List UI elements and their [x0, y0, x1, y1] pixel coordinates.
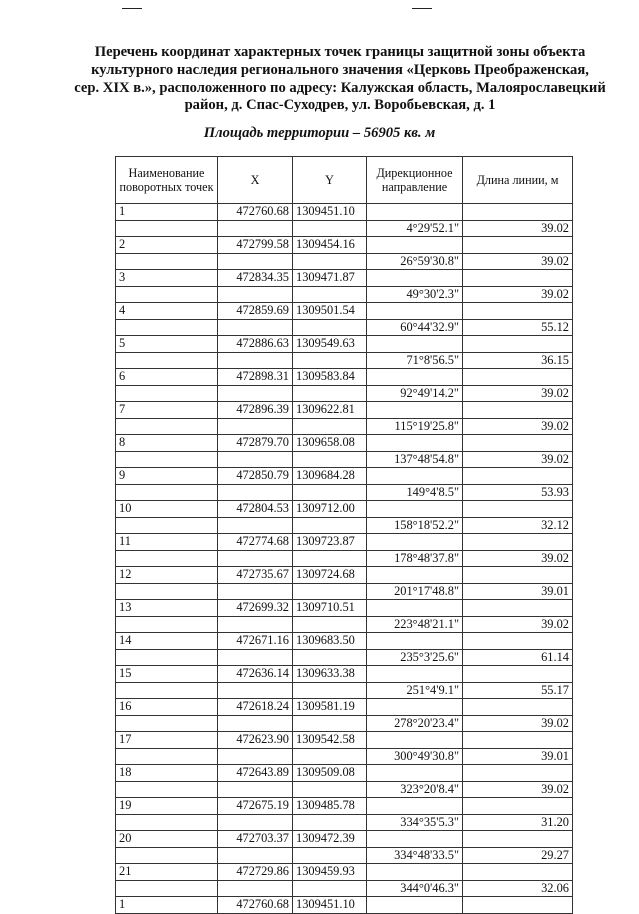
table-row — [116, 649, 573, 666]
table-header-row — [116, 157, 573, 204]
x-coordinate-cell — [218, 649, 293, 666]
y-coordinate-cell: 1309454.16 — [293, 237, 367, 254]
point-number-cell: 20 — [116, 831, 218, 848]
x-coordinate-cell: 472859.69 — [218, 303, 293, 320]
point-number-cell: 21 — [116, 864, 218, 881]
point-number-cell: 14 — [116, 633, 218, 650]
x-coordinate-cell — [218, 451, 293, 468]
direction-cell — [367, 501, 463, 518]
line-length-cell — [463, 237, 573, 254]
line-length-cell — [463, 633, 573, 650]
point-number-cell — [116, 517, 218, 534]
direction-cell — [367, 798, 463, 815]
point-number-cell — [116, 814, 218, 831]
point-number-cell: 5 — [116, 336, 218, 353]
direction-cell — [367, 303, 463, 320]
line-length-cell: 39.02 — [463, 286, 573, 303]
line-length-cell — [463, 765, 573, 782]
header-point-name: Наименование поворотных точек — [116, 157, 218, 204]
x-coordinate-cell — [218, 682, 293, 699]
point-number-cell — [116, 385, 218, 402]
x-coordinate-cell: 472675.19 — [218, 798, 293, 815]
table-row — [116, 748, 573, 765]
y-coordinate-cell: 1309712.00 — [293, 501, 367, 518]
point-number-cell: 2 — [116, 237, 218, 254]
point-number-cell: 17 — [116, 732, 218, 749]
table-row — [116, 369, 573, 386]
point-number-cell: 1 — [116, 204, 218, 221]
point-number-cell — [116, 682, 218, 699]
header-line-length: Длина линии, м — [463, 157, 573, 204]
line-length-cell: 39.02 — [463, 616, 573, 633]
table-row — [116, 765, 573, 782]
line-length-cell — [463, 567, 573, 584]
table-row — [116, 682, 573, 699]
y-coordinate-cell — [293, 880, 367, 897]
point-number-cell: 10 — [116, 501, 218, 518]
table-row — [116, 468, 573, 485]
line-length-cell: 32.12 — [463, 517, 573, 534]
point-number-cell — [116, 649, 218, 666]
table-row — [116, 220, 573, 237]
x-coordinate-cell — [218, 253, 293, 270]
direction-cell — [367, 435, 463, 452]
direction-cell — [367, 732, 463, 749]
x-coordinate-cell — [218, 880, 293, 897]
y-coordinate-cell — [293, 385, 367, 402]
direction-cell: 300°49'30.8" — [367, 748, 463, 765]
y-coordinate-cell: 1309658.08 — [293, 435, 367, 452]
x-coordinate-cell — [218, 550, 293, 567]
y-coordinate-cell: 1309451.10 — [293, 204, 367, 221]
y-coordinate-cell: 1309501.54 — [293, 303, 367, 320]
line-length-cell: 61.14 — [463, 649, 573, 666]
header-rule-right — [412, 8, 432, 9]
point-number-cell: 15 — [116, 666, 218, 683]
table-row — [116, 418, 573, 435]
document-title — [40, 44, 639, 115]
line-length-cell: 39.02 — [463, 253, 573, 270]
header-rule-left — [122, 8, 142, 9]
point-number-cell: 9 — [116, 468, 218, 485]
x-coordinate-cell — [218, 418, 293, 435]
table-row — [116, 666, 573, 683]
x-coordinate-cell: 472799.58 — [218, 237, 293, 254]
table-row — [116, 435, 573, 452]
y-coordinate-cell: 1309723.87 — [293, 534, 367, 551]
x-coordinate-cell — [218, 616, 293, 633]
direction-cell — [367, 270, 463, 287]
x-coordinate-cell: 472703.37 — [218, 831, 293, 848]
line-length-cell: 53.93 — [463, 484, 573, 501]
line-length-cell — [463, 831, 573, 848]
table-row — [116, 534, 573, 551]
point-number-cell — [116, 319, 218, 336]
table-row — [116, 781, 573, 798]
title-line: сер. XIX в.», расположенного по адресу: Калужская область, Малоярославецкий — [74, 79, 606, 96]
point-number-cell — [116, 616, 218, 633]
line-length-cell — [463, 204, 573, 221]
point-number-cell: 12 — [116, 567, 218, 584]
direction-cell: 71°8'56.5" — [367, 352, 463, 369]
line-length-cell: 39.02 — [463, 550, 573, 567]
x-coordinate-cell: 472643.89 — [218, 765, 293, 782]
y-coordinate-cell — [293, 352, 367, 369]
title-line: Перечень координат характерных точек границы защитной зоны объекта — [94, 44, 586, 60]
point-number-cell: 11 — [116, 534, 218, 551]
y-coordinate-cell — [293, 253, 367, 270]
y-coordinate-cell — [293, 286, 367, 303]
point-number-cell: 16 — [116, 699, 218, 716]
table-row — [116, 880, 573, 897]
y-coordinate-cell: 1309509.08 — [293, 765, 367, 782]
direction-cell — [367, 204, 463, 221]
table-row — [116, 715, 573, 732]
x-coordinate-cell: 472699.32 — [218, 600, 293, 617]
x-coordinate-cell — [218, 715, 293, 732]
table-row — [116, 352, 573, 369]
direction-cell: 251°4'9.1" — [367, 682, 463, 699]
direction-cell — [367, 237, 463, 254]
table-row — [116, 864, 573, 881]
line-length-cell — [463, 435, 573, 452]
point-number-cell: 18 — [116, 765, 218, 782]
direction-cell — [367, 633, 463, 650]
territory-area: Площадь территории – 56905 кв. м — [203, 125, 436, 141]
line-length-cell — [463, 468, 573, 485]
direction-cell: 4°29'52.1" — [367, 220, 463, 237]
table-row — [116, 583, 573, 600]
x-coordinate-cell: 472760.68 — [218, 897, 293, 914]
y-coordinate-cell: 1309684.28 — [293, 468, 367, 485]
direction-cell: 201°17'48.8" — [367, 583, 463, 600]
y-coordinate-cell — [293, 418, 367, 435]
y-coordinate-cell: 1309622.81 — [293, 402, 367, 419]
x-coordinate-cell: 472623.90 — [218, 732, 293, 749]
x-coordinate-cell — [218, 286, 293, 303]
direction-cell — [367, 468, 463, 485]
point-number-cell — [116, 451, 218, 468]
table-row — [116, 237, 573, 254]
y-coordinate-cell — [293, 748, 367, 765]
y-coordinate-cell: 1309459.93 — [293, 864, 367, 881]
header-y: Y — [293, 157, 367, 204]
point-number-cell — [116, 352, 218, 369]
point-number-cell: 19 — [116, 798, 218, 815]
line-length-cell: 39.02 — [463, 385, 573, 402]
point-number-cell: 4 — [116, 303, 218, 320]
line-length-cell: 32.06 — [463, 880, 573, 897]
x-coordinate-cell — [218, 748, 293, 765]
direction-cell: 223°48'21.1" — [367, 616, 463, 633]
table-row — [116, 303, 573, 320]
point-number-cell — [116, 748, 218, 765]
table-row — [116, 451, 573, 468]
y-coordinate-cell: 1309724.68 — [293, 567, 367, 584]
y-coordinate-cell — [293, 847, 367, 864]
table-row — [116, 699, 573, 716]
table-row — [116, 517, 573, 534]
x-coordinate-cell: 472760.68 — [218, 204, 293, 221]
point-number-cell: 3 — [116, 270, 218, 287]
point-number-cell: 1 — [116, 897, 218, 914]
point-number-cell — [116, 847, 218, 864]
table-row — [116, 831, 573, 848]
line-length-cell — [463, 534, 573, 551]
y-coordinate-cell: 1309549.63 — [293, 336, 367, 353]
line-length-cell — [463, 600, 573, 617]
direction-cell: 49°30'2.3" — [367, 286, 463, 303]
table-row — [116, 286, 573, 303]
direction-cell: 158°18'52.2" — [367, 517, 463, 534]
header-x: X — [218, 157, 293, 204]
direction-cell — [367, 831, 463, 848]
line-length-cell — [463, 699, 573, 716]
direction-cell: 149°4'8.5" — [367, 484, 463, 501]
x-coordinate-cell: 472671.16 — [218, 633, 293, 650]
table-row — [116, 798, 573, 815]
y-coordinate-cell — [293, 220, 367, 237]
line-length-cell — [463, 402, 573, 419]
table-row — [116, 402, 573, 419]
direction-cell: 178°48'37.8" — [367, 550, 463, 567]
y-coordinate-cell — [293, 484, 367, 501]
point-number-cell — [116, 583, 218, 600]
table-body — [116, 204, 573, 914]
table-row — [116, 204, 573, 221]
direction-cell: 92°49'14.2" — [367, 385, 463, 402]
line-length-cell: 39.02 — [463, 715, 573, 732]
direction-cell — [367, 699, 463, 716]
y-coordinate-cell — [293, 649, 367, 666]
direction-cell: 334°35'5.3" — [367, 814, 463, 831]
y-coordinate-cell — [293, 715, 367, 732]
coordinates-table — [115, 156, 573, 914]
x-coordinate-cell — [218, 385, 293, 402]
point-number-cell — [116, 418, 218, 435]
x-coordinate-cell — [218, 517, 293, 534]
y-coordinate-cell: 1309581.19 — [293, 699, 367, 716]
x-coordinate-cell: 472735.67 — [218, 567, 293, 584]
line-length-cell — [463, 270, 573, 287]
x-coordinate-cell — [218, 220, 293, 237]
line-length-cell: 55.12 — [463, 319, 573, 336]
y-coordinate-cell — [293, 451, 367, 468]
line-length-cell: 31.20 — [463, 814, 573, 831]
direction-cell: 323°20'8.4" — [367, 781, 463, 798]
table-row — [116, 732, 573, 749]
x-coordinate-cell: 472729.86 — [218, 864, 293, 881]
line-length-cell: 39.02 — [463, 451, 573, 468]
x-coordinate-cell: 472618.24 — [218, 699, 293, 716]
x-coordinate-cell — [218, 583, 293, 600]
y-coordinate-cell: 1309583.84 — [293, 369, 367, 386]
direction-cell: 137°48'54.8" — [367, 451, 463, 468]
y-coordinate-cell — [293, 682, 367, 699]
x-coordinate-cell — [218, 781, 293, 798]
y-coordinate-cell: 1309451.10 — [293, 897, 367, 914]
point-number-cell — [116, 715, 218, 732]
point-number-cell — [116, 550, 218, 567]
y-coordinate-cell — [293, 781, 367, 798]
direction-cell — [367, 534, 463, 551]
line-length-cell — [463, 798, 573, 815]
line-length-cell — [463, 336, 573, 353]
x-coordinate-cell — [218, 319, 293, 336]
y-coordinate-cell: 1309542.58 — [293, 732, 367, 749]
y-coordinate-cell — [293, 583, 367, 600]
direction-cell: 278°20'23.4" — [367, 715, 463, 732]
line-length-cell — [463, 864, 573, 881]
x-coordinate-cell — [218, 484, 293, 501]
point-number-cell: 7 — [116, 402, 218, 419]
direction-cell: 26°59'30.8" — [367, 253, 463, 270]
line-length-cell: 39.01 — [463, 583, 573, 600]
table-row — [116, 550, 573, 567]
direction-cell — [367, 600, 463, 617]
x-coordinate-cell: 472896.39 — [218, 402, 293, 419]
x-coordinate-cell: 472886.63 — [218, 336, 293, 353]
table-row — [116, 270, 573, 287]
point-number-cell: 8 — [116, 435, 218, 452]
point-number-cell — [116, 880, 218, 897]
line-length-cell: 39.01 — [463, 748, 573, 765]
y-coordinate-cell: 1309471.87 — [293, 270, 367, 287]
y-coordinate-cell — [293, 517, 367, 534]
direction-cell — [367, 864, 463, 881]
line-length-cell: 29.27 — [463, 847, 573, 864]
point-number-cell: 6 — [116, 369, 218, 386]
table-row — [116, 814, 573, 831]
y-coordinate-cell — [293, 814, 367, 831]
x-coordinate-cell: 472834.35 — [218, 270, 293, 287]
direction-cell — [367, 666, 463, 683]
line-length-cell — [463, 732, 573, 749]
x-coordinate-cell: 472879.70 — [218, 435, 293, 452]
table-row — [116, 253, 573, 270]
point-number-cell — [116, 484, 218, 501]
table-row — [116, 501, 573, 518]
direction-cell: 344°0'46.3" — [367, 880, 463, 897]
y-coordinate-cell: 1309710.51 — [293, 600, 367, 617]
table-row — [116, 385, 573, 402]
header-direction: Дирекционное направление — [367, 157, 463, 204]
y-coordinate-cell — [293, 616, 367, 633]
x-coordinate-cell — [218, 847, 293, 864]
x-coordinate-cell — [218, 814, 293, 831]
y-coordinate-cell — [293, 550, 367, 567]
x-coordinate-cell: 472898.31 — [218, 369, 293, 386]
line-length-cell — [463, 369, 573, 386]
point-number-cell: 13 — [116, 600, 218, 617]
point-number-cell — [116, 220, 218, 237]
line-length-cell: 39.02 — [463, 781, 573, 798]
line-length-cell: 39.02 — [463, 220, 573, 237]
title-line: культурного наследия регионального значения «Церковь Преображенская, — [91, 61, 589, 78]
y-coordinate-cell — [293, 319, 367, 336]
line-length-cell: 39.02 — [463, 418, 573, 435]
direction-cell: 334°48'33.5" — [367, 847, 463, 864]
table-row — [116, 600, 573, 617]
line-length-cell — [463, 666, 573, 683]
x-coordinate-cell: 472636.14 — [218, 666, 293, 683]
point-number-cell — [116, 286, 218, 303]
direction-cell — [367, 369, 463, 386]
line-length-cell — [463, 303, 573, 320]
line-length-cell: 55.17 — [463, 682, 573, 699]
y-coordinate-cell: 1309472.39 — [293, 831, 367, 848]
table-row — [116, 847, 573, 864]
direction-cell — [367, 402, 463, 419]
direction-cell — [367, 336, 463, 353]
title-line: район, д. Спас-Суходрев, ул. Воробьевская, д. 1 — [184, 97, 496, 114]
line-length-cell — [463, 501, 573, 518]
direction-cell: 60°44'32.9" — [367, 319, 463, 336]
line-length-cell: 36.15 — [463, 352, 573, 369]
table-row — [116, 319, 573, 336]
y-coordinate-cell: 1309633.38 — [293, 666, 367, 683]
x-coordinate-cell: 472774.68 — [218, 534, 293, 551]
point-number-cell — [116, 781, 218, 798]
direction-cell — [367, 567, 463, 584]
table-row — [116, 567, 573, 584]
table-row — [116, 484, 573, 501]
direction-cell: 115°19'25.8" — [367, 418, 463, 435]
x-coordinate-cell — [218, 352, 293, 369]
point-number-cell — [116, 253, 218, 270]
y-coordinate-cell: 1309485.78 — [293, 798, 367, 815]
direction-cell — [367, 765, 463, 782]
x-coordinate-cell: 472850.79 — [218, 468, 293, 485]
x-coordinate-cell: 472804.53 — [218, 501, 293, 518]
table-row — [116, 336, 573, 353]
table-row — [116, 616, 573, 633]
y-coordinate-cell: 1309683.50 — [293, 633, 367, 650]
table-row — [116, 633, 573, 650]
direction-cell: 235°3'25.6" — [367, 649, 463, 666]
